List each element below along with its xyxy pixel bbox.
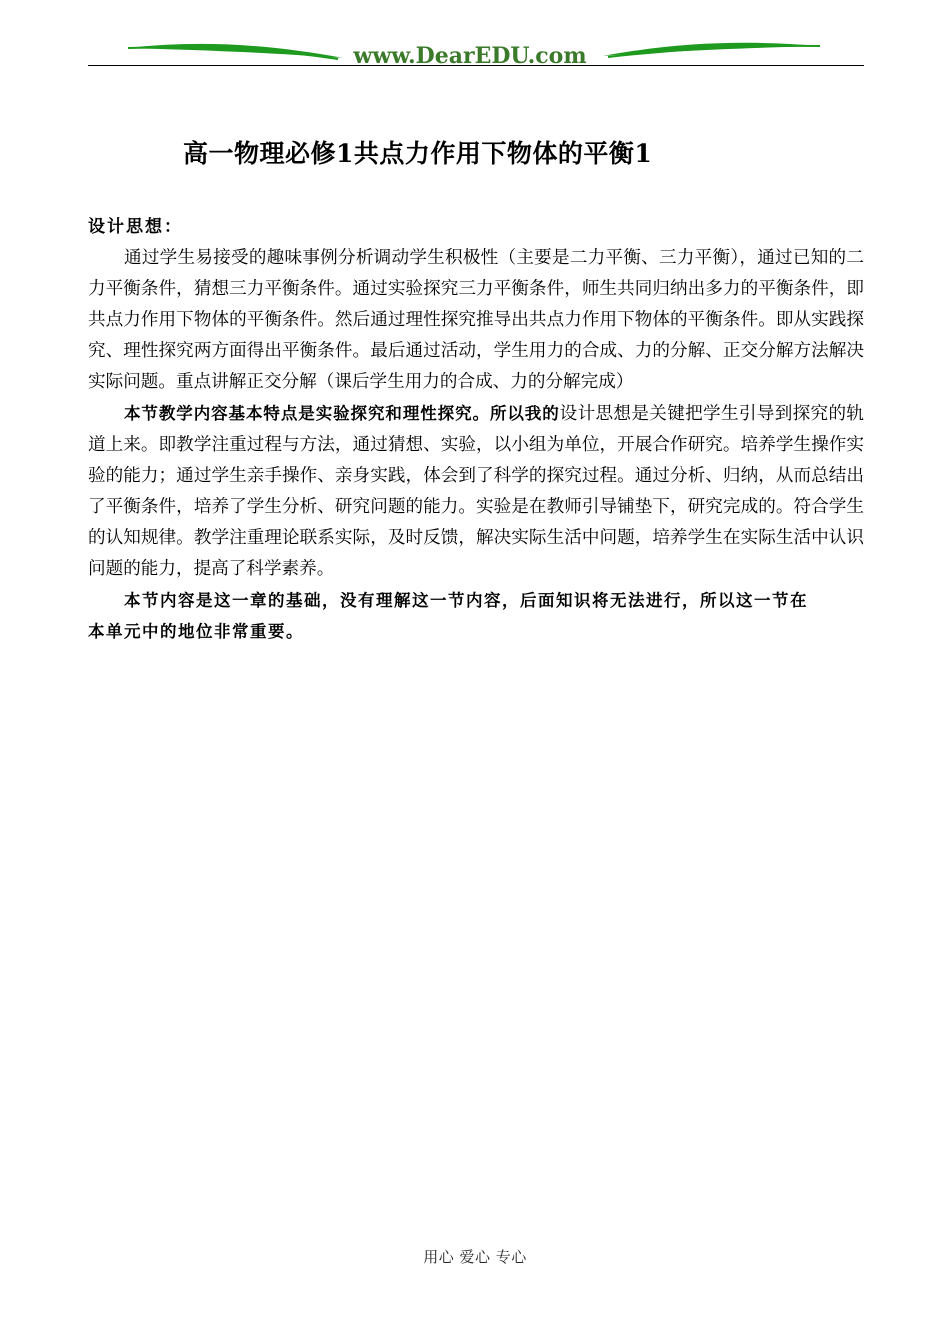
paragraph-2	[88, 398, 864, 585]
logo-text: www.DearEDU.com	[353, 43, 587, 69]
paragraph-2-rest: 设计思想是关键把学生引导到探究的轨道上来。即教学注重过程与方法，通过猜想、实验，以小组为单位，开展合作研究。培养学生操作实验的能力；通过学生亲手操作、亲身实践，体会到了科学的探究过程。通过分析、归纳，从而总结出了平衡条件，培养了学生分析、研究问题的能力。实验是在教师引导铺垫下，研究完成的。符合学生的认知规律。教学注重理论联系实际，及时反馈，解决实际生活中问题，培养学生在实际生活中认识问题的能力，提高了科学素养。	[88, 404, 864, 579]
header-divider	[88, 65, 864, 66]
document-body	[88, 212, 864, 647]
paragraph-3: 本节内容是这一章的基础，没有理解这一节内容，后面知识将无法进行，所以这一节在本单元中的地位非常重要。	[88, 591, 808, 641]
paragraph-1: 通过学生易接受的趣味事例分析调动学生积极性（主要是二力平衡、三力平衡），通过已知的二力平衡条件，猜想三力平衡条件。通过实验探究三力平衡条件，师生共同归纳出多力的平衡条件，即共点力作用下物体的平衡条件。然后通过理性探究推导出共点力作用下物体的平衡条件。即从实践探究、理性探究两方面得出平衡条件。最后通过活动，学生用力的合成、力的分解、正交分解方法解决实际问题。重点讲解正交分解（课后学生用力的合成、力的分解完成）	[88, 248, 864, 392]
section-heading: 设计思想：	[88, 217, 183, 237]
footer-slogan: 用心 爱心 专心	[423, 1248, 527, 1266]
paragraph-2-lead: 本节教学内容基本特点是实验探究和理性探究。所以我的	[124, 404, 560, 423]
page-title: 高一物理必修1共点力作用下物体的平衡1	[183, 139, 653, 168]
dearedu-logo	[88, 36, 864, 72]
header-banner	[88, 36, 864, 72]
